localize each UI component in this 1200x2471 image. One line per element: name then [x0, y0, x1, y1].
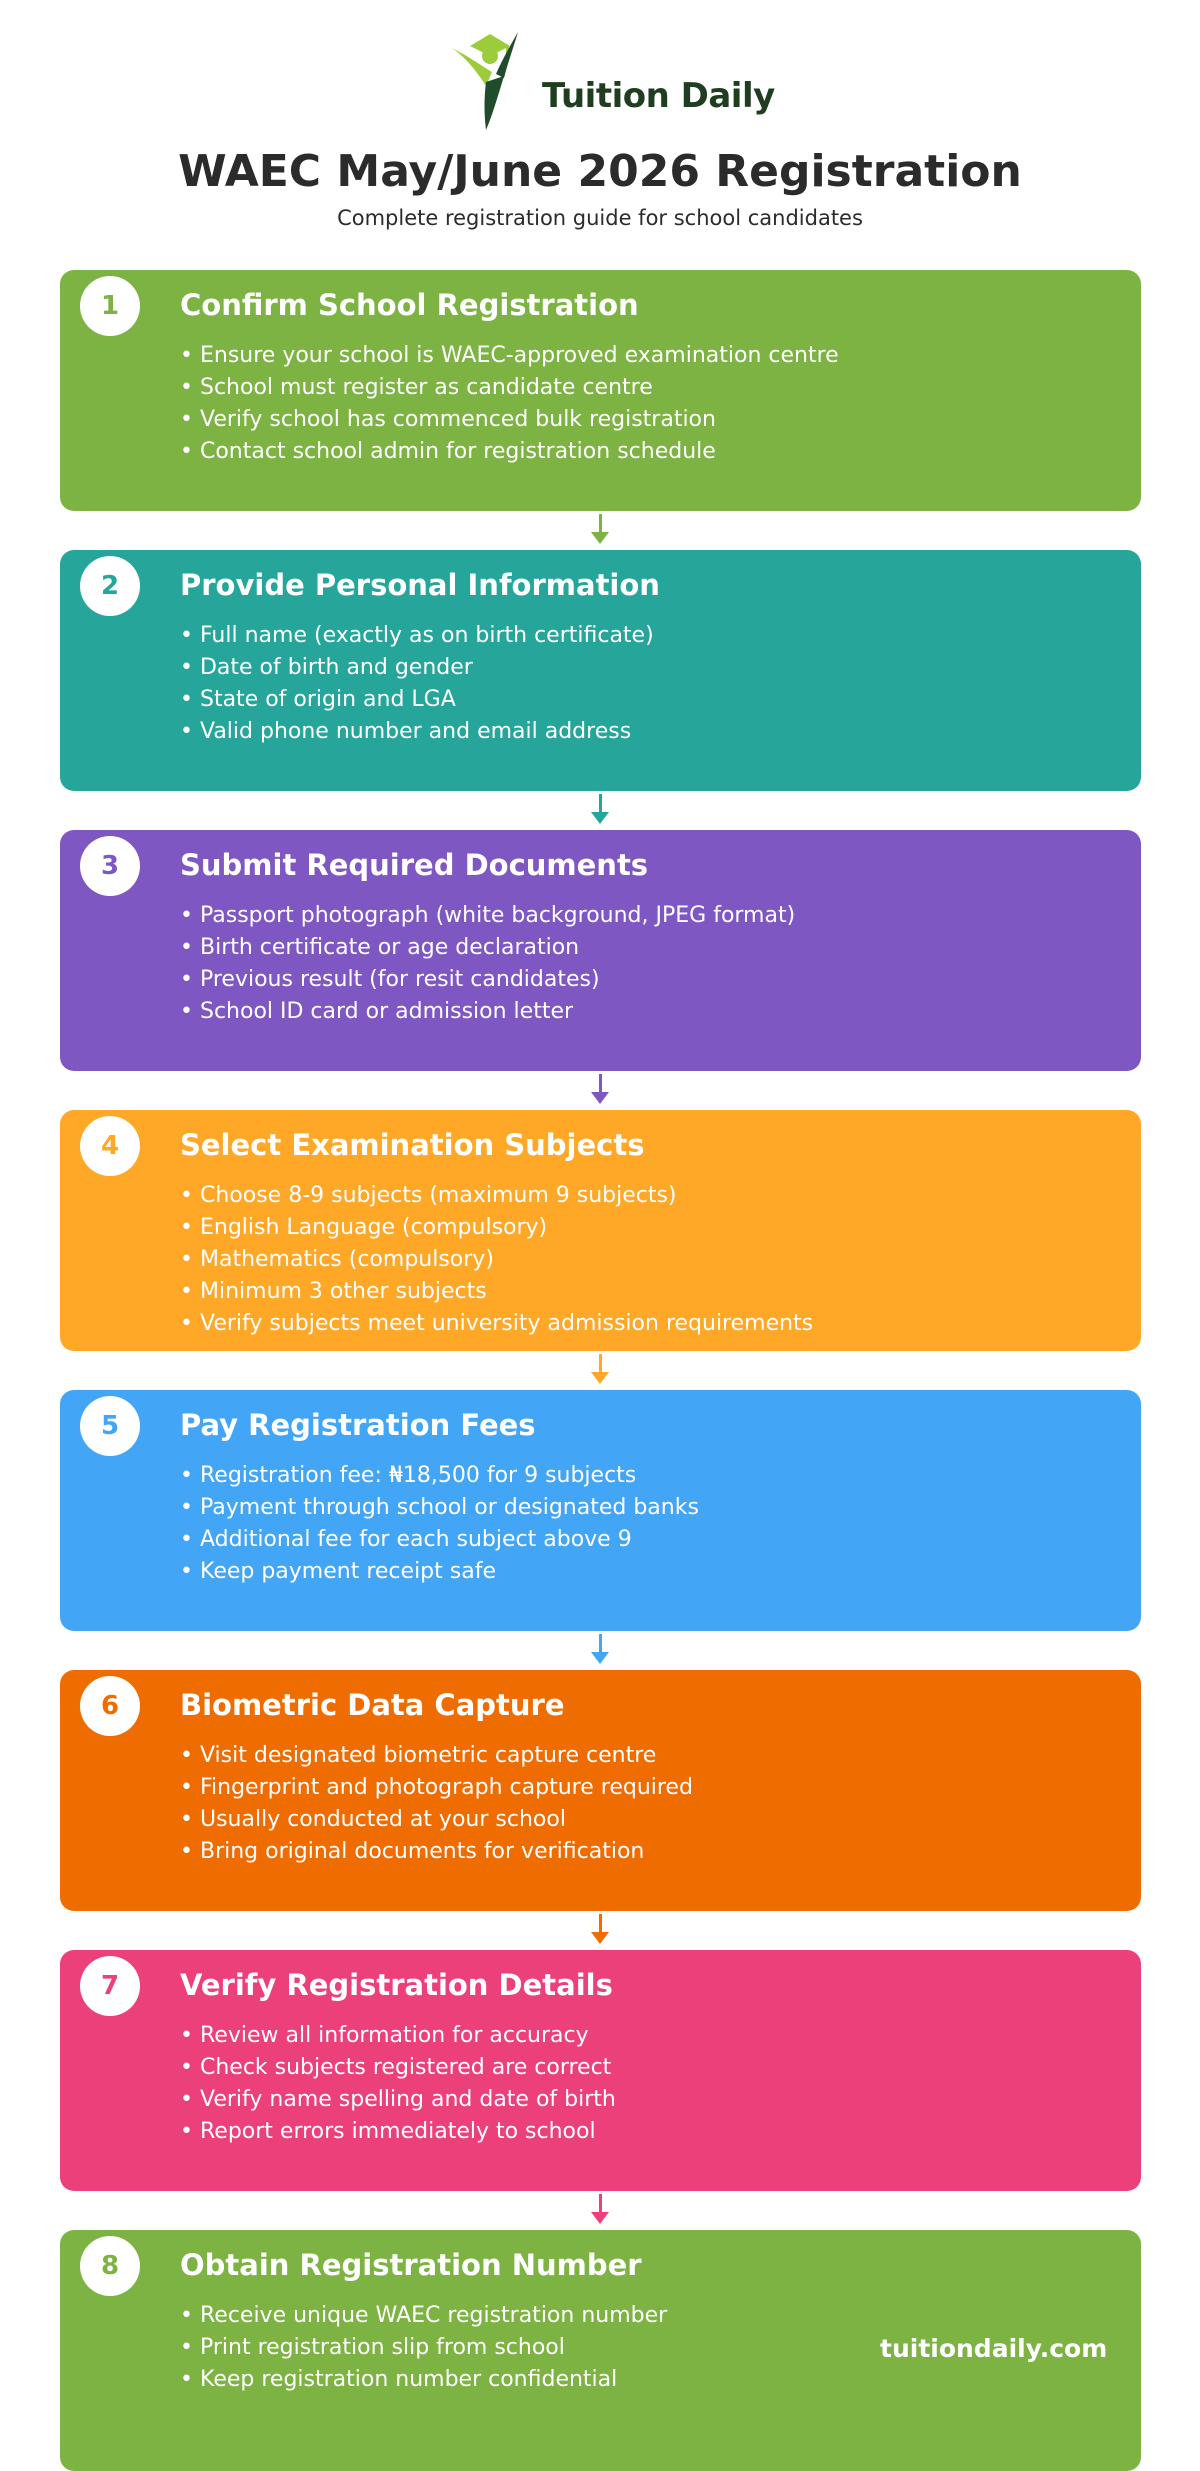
step-bullet-list	[180, 620, 654, 748]
step-bullet-item: • Verify subjects meet university admission requirements	[180, 1308, 813, 1340]
step-number-badge: 5	[80, 1396, 140, 1456]
step-bullet-item: • Additional fee for each subject above 9	[180, 1524, 699, 1556]
step-card-3	[60, 830, 1141, 1071]
step-bullet-list	[180, 2020, 616, 2148]
step-bullet-list	[180, 340, 839, 468]
step-bullet-item: • Date of birth and gender	[180, 652, 654, 684]
step-connector	[60, 511, 1141, 550]
step-bullet-item: • Ensure your school is WAEC-approved examination centre	[180, 340, 839, 372]
step-bullet-item: • Keep payment receipt safe	[180, 1556, 699, 1588]
step-number-badge: 8	[80, 2236, 140, 2296]
step-number-badge: 3	[80, 836, 140, 896]
step-card-2	[60, 550, 1141, 791]
step-connector	[60, 1911, 1141, 1950]
step-bullet-item: • Usually conducted at your school	[180, 1804, 693, 1836]
step-connector	[60, 2191, 1141, 2230]
step-bullet-item: • Passport photograph (white background, JPEG format)	[180, 900, 795, 932]
step-bullet-item: • Bring original documents for verification	[180, 1836, 693, 1868]
step-bullet-list	[180, 1460, 699, 1588]
brand-name: Tuition Daily	[542, 76, 775, 116]
step-bullet-item: • Visit designated biometric capture centre	[180, 1740, 693, 1772]
arrow-down-icon	[589, 1352, 611, 1388]
step-bullet-item: • Receive unique WAEC registration number	[180, 2300, 667, 2332]
arrow-down-icon	[589, 2192, 611, 2228]
step-bullet-item: • Choose 8-9 subjects (maximum 9 subjects)	[180, 1180, 813, 1212]
step-number-badge: 1	[80, 276, 140, 336]
step-bullet-item: • School must register as candidate centre	[180, 372, 839, 404]
step-bullet-item: • Full name (exactly as on birth certificate)	[180, 620, 654, 652]
step-title: Verify Registration Details	[180, 1968, 613, 2002]
step-bullet-item: • Review all information for accuracy	[180, 2020, 616, 2052]
step-bullet-item: • Report errors immediately to school	[180, 2116, 616, 2148]
page-subtitle: Complete registration guide for school candidates	[337, 206, 863, 230]
step-bullet-item: • State of origin and LGA	[180, 684, 654, 716]
step-connector	[60, 1071, 1141, 1110]
page-title: WAEC May/June 2026 Registration	[178, 146, 1022, 197]
step-bullet-list	[180, 2300, 667, 2396]
step-connector	[60, 1631, 1141, 1670]
step-number-badge: 7	[80, 1956, 140, 2016]
step-card-4	[60, 1110, 1141, 1351]
step-bullet-list	[180, 900, 795, 1028]
arrow-down-icon	[589, 792, 611, 828]
step-bullet-item: • School ID card or admission letter	[180, 996, 795, 1028]
step-title: Biometric Data Capture	[180, 1688, 565, 1722]
step-bullet-item: • Keep registration number confidential	[180, 2364, 667, 2396]
step-card-6	[60, 1670, 1141, 1911]
step-card-5	[60, 1390, 1141, 1631]
brand-logo[interactable]	[446, 26, 775, 136]
step-card-7	[60, 1950, 1141, 2191]
registration-steps	[60, 270, 1141, 2471]
step-bullet-list	[180, 1180, 813, 1340]
step-title: Select Examination Subjects	[180, 1128, 645, 1162]
step-number-badge: 4	[80, 1116, 140, 1176]
step-bullet-list	[180, 1740, 693, 1868]
step-bullet-item: • Valid phone number and email address	[180, 716, 654, 748]
step-bullet-item: • Payment through school or designated banks	[180, 1492, 699, 1524]
page-header	[0, 0, 1200, 260]
step-bullet-item: • Print registration slip from school	[180, 2332, 667, 2364]
arrow-down-icon	[589, 1072, 611, 1108]
step-title: Provide Personal Information	[180, 568, 660, 602]
arrow-down-icon	[589, 512, 611, 548]
step-title: Submit Required Documents	[180, 848, 649, 882]
website-link[interactable]: tuitiondaily.com	[880, 2334, 1108, 2363]
step-title: Obtain Registration Number	[180, 2248, 642, 2282]
step-bullet-item: • Verify school has commenced bulk registration	[180, 404, 839, 436]
step-connector	[60, 791, 1141, 830]
graduate-figure-icon	[446, 26, 536, 136]
step-bullet-item: • Minimum 3 other subjects	[180, 1276, 813, 1308]
step-bullet-item: • Previous result (for resit candidates)	[180, 964, 795, 996]
step-title: Pay Registration Fees	[180, 1408, 536, 1442]
step-connector	[60, 1351, 1141, 1390]
step-bullet-item: • Verify name spelling and date of birth	[180, 2084, 616, 2116]
step-bullet-item: • Registration fee: ₦18,500 for 9 subjects	[180, 1460, 699, 1492]
step-bullet-item: • Birth certificate or age declaration	[180, 932, 795, 964]
step-number-badge: 2	[80, 556, 140, 616]
arrow-down-icon	[589, 1632, 611, 1668]
arrow-down-icon	[589, 1912, 611, 1948]
step-number-badge: 6	[80, 1676, 140, 1736]
step-card-1	[60, 270, 1141, 511]
step-bullet-item: • Fingerprint and photograph capture required	[180, 1772, 693, 1804]
step-title: Confirm School Registration	[180, 288, 639, 322]
step-bullet-item: • Mathematics (compulsory)	[180, 1244, 813, 1276]
step-bullet-item: • English Language (compulsory)	[180, 1212, 813, 1244]
step-bullet-item: • Check subjects registered are correct	[180, 2052, 616, 2084]
step-bullet-item: • Contact school admin for registration schedule	[180, 436, 839, 468]
